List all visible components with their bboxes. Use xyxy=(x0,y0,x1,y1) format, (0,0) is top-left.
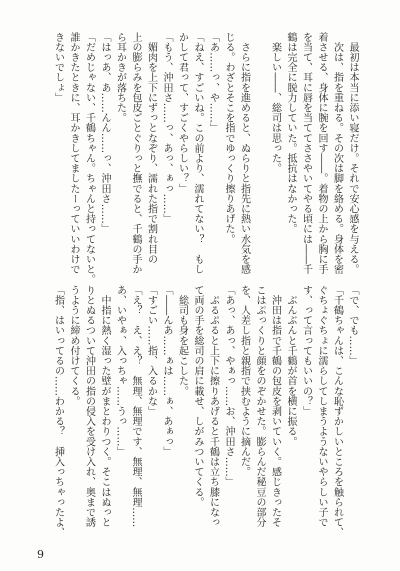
text-line: こはぷっくりと顔をのぞかせた。膨らんだ秘豆の部分 xyxy=(254,285,265,528)
text-line: 「え？ え、え？ 無理、無理です、無理、無理…… xyxy=(130,285,141,528)
text-line: ぐちょぐちょに濡らしてしまうようないやらしい子で xyxy=(316,285,327,528)
text-line: 「すごい……指、入るかな」 xyxy=(145,285,157,417)
text-line: 「あっ、あっ、やぁっ……お、沖田さ……」 xyxy=(223,285,234,487)
text-line: 「ねえ、すごいね。この前より、濡れてない？ もし xyxy=(192,32,203,275)
text-line: 上の膨らみを包皮ごとぐりっと撫でると、千鶴の手か xyxy=(130,32,141,275)
text-line: す、って言ってもいいの？」 xyxy=(300,285,312,417)
text-line: て両の手を総司の肩に載せ、しがみついてくる。 xyxy=(192,285,203,508)
text-line: じる。わざとそこを指でゆっくり擦りあげた。 xyxy=(223,32,234,245)
text-line: 沖田は指で千鶴の包皮を剥いていく。感じきったそ xyxy=(269,285,281,528)
text-line: 「はっあ、あ……んん……っ、沖田さ……」 xyxy=(99,32,110,234)
text-line: ぶんぶんと千鶴が首を横に振る。 xyxy=(285,285,296,447)
text-line: 「だめじゃない、千鶴ちゃん。ちゃんと持ってないと。 xyxy=(83,32,95,285)
text-line: 「もう、沖田さ……っ、あっ、ぁっ……」 xyxy=(161,32,172,224)
text-line: うように締め付けてくる。 xyxy=(68,285,79,407)
text-line: 誰かきたときに、耳かきしてましたーっていいわけで xyxy=(68,32,79,275)
text-line: 楽しい――、総司は思った。 xyxy=(269,32,281,174)
text-line: を当て、耳に唇を当ててささやいてやる頃には――千 xyxy=(300,32,312,275)
text-line: あ、いやぁ、入っちゃ……うっ……」 xyxy=(114,285,126,457)
text-line: 「指、はいってるの……わかる？ 挿入っちゃったよ、 xyxy=(52,285,64,538)
text-line: かして君って、すごくやらしい？」 xyxy=(176,32,188,194)
text-line: きないでしょ」 xyxy=(52,32,64,103)
text-line: 「――んあ……ぁは……ぁ、あぁっ」 xyxy=(161,285,172,457)
text-line: さらに指を進めると、ぬらりと指先に熱い水気を感 xyxy=(238,32,250,275)
text-line: ぷるぷると上下に擦りあげると千鶴は立ち膝になっ xyxy=(207,285,219,528)
text-line: 「で、でも……」 xyxy=(347,285,358,366)
text-line: ら耳かきが落ちた。 xyxy=(114,32,126,123)
page-number: 9 xyxy=(37,548,44,561)
text-line: 最初は本当に添い寝だけ。それで安心感を与える。 xyxy=(347,32,358,275)
text-line: 中指に熱く湿った壁がまとわりつく。そこはぬっと xyxy=(99,285,110,528)
scene-break-gap xyxy=(252,32,268,276)
lower-text-tier xyxy=(50,285,360,538)
text-line: 媚肉を上下にずっとなぞり、濡れた指で割れ目の xyxy=(145,32,157,265)
text-line: 鶴は完全に脱力していた。抵抗はなかった。 xyxy=(285,32,296,234)
text-line: りとぬるついて沖田の指の侵入を受け入れ、奥まで誘 xyxy=(83,285,95,528)
upper-text-tier xyxy=(50,32,360,285)
text-line: 総司も身を起こした。 xyxy=(176,285,188,397)
text-line: 着させる、身体に腕を回す――。着物の上から胸に手 xyxy=(316,32,327,275)
text-line: 次は、指を重ねる。その次は脚を絡める。身体を密 xyxy=(331,32,343,275)
text-line: 「千鶴ちゃんは、こんな恥ずかしいところを触られて、 xyxy=(331,285,343,538)
text-line: 「あ……っ、や……」 xyxy=(207,32,219,133)
text-line: を、人差し指と親指で挟むように摘んだ。 xyxy=(238,285,250,477)
